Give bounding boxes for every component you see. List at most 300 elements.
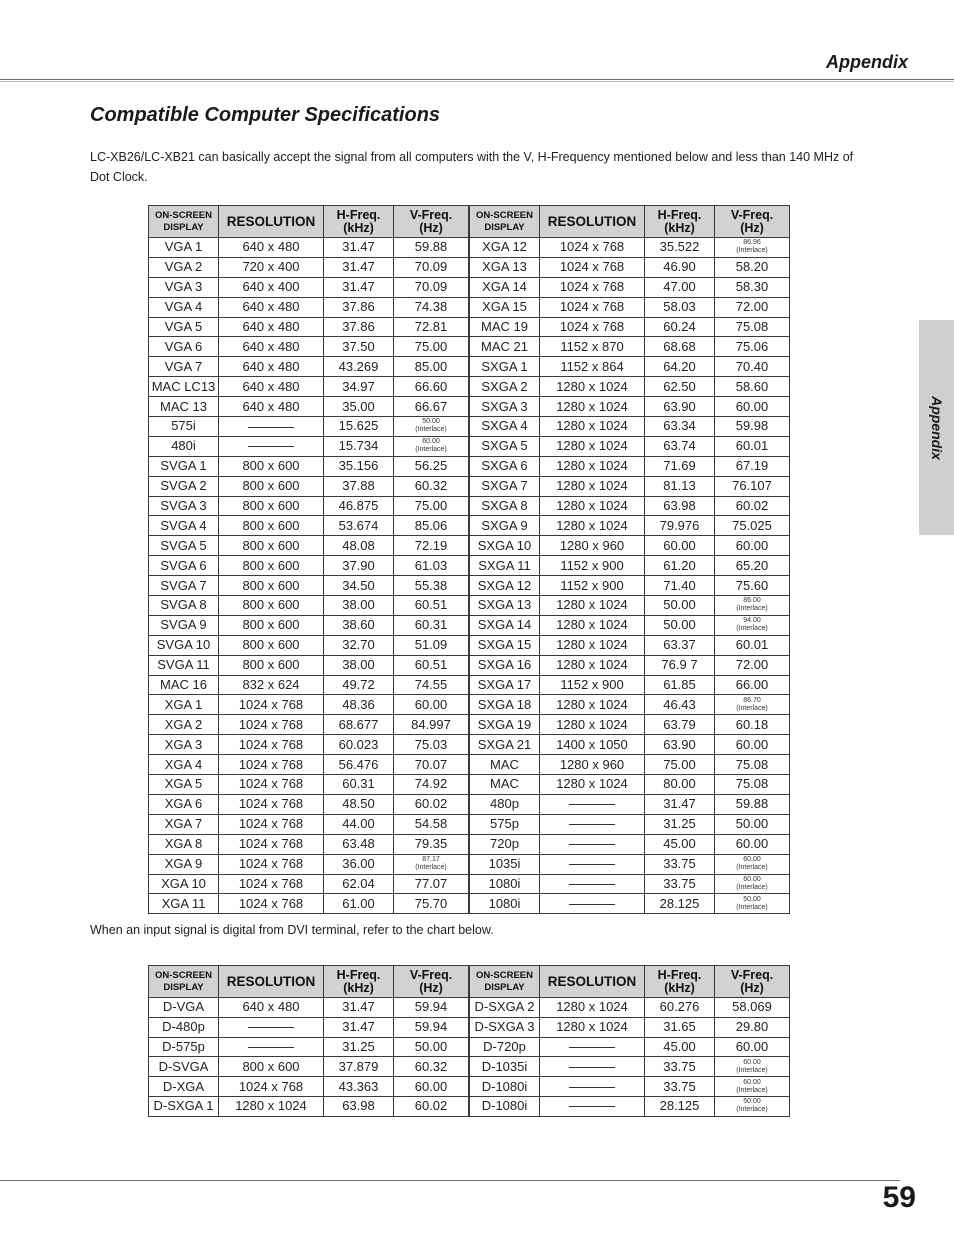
col-display-header-text: ON-SCREEN <box>154 969 212 981</box>
hfreq-cell: 31.47 <box>645 794 715 814</box>
display-cell: SXGA 14 <box>470 615 540 635</box>
display-cell: SXGA 9 <box>470 516 540 536</box>
empty-resolution-dash <box>569 804 615 805</box>
display-cell: D-1035i <box>470 1057 540 1077</box>
display-cell: SVGA 3 <box>149 496 219 516</box>
interlace-label: (Interlace) <box>415 446 447 454</box>
table-row <box>149 257 469 277</box>
table-row <box>149 496 469 516</box>
interlace-label: (Interlace) <box>736 883 768 891</box>
vfreq-cell <box>715 1057 790 1077</box>
display-cell: VGA 6 <box>149 337 219 357</box>
vfreq-cell: 74.55 <box>394 675 469 695</box>
display-cell: SXGA 19 <box>470 715 540 735</box>
vfreq-cell: 60.32 <box>394 1057 469 1077</box>
resolution-cell: 1152 x 900 <box>540 675 645 695</box>
hfreq-cell: 48.36 <box>324 695 394 715</box>
hfreq-cell: 45.00 <box>645 834 715 854</box>
display-cell: 1080i <box>470 874 540 894</box>
resolution-cell: 1280 x 1024 <box>540 775 645 795</box>
resolution-cell <box>219 1017 324 1037</box>
col-hfreq-header-text: (kHz) <box>343 980 374 995</box>
hfreq-cell: 46.875 <box>324 496 394 516</box>
hfreq-cell: 64.20 <box>645 357 715 377</box>
table-row <box>149 596 469 616</box>
vfreq-cell: 51.09 <box>394 635 469 655</box>
table-row <box>149 397 469 417</box>
hfreq-cell: 63.90 <box>645 735 715 755</box>
display-cell: SXGA 12 <box>470 576 540 596</box>
resolution-cell: 1280 x 1024 <box>540 695 645 715</box>
hfreq-cell: 60.24 <box>645 317 715 337</box>
col-resolution-header-text: RESOLUTION <box>547 214 637 229</box>
hfreq-cell: 56.476 <box>324 755 394 775</box>
table-row <box>149 476 469 496</box>
table-row <box>470 297 790 317</box>
table-row <box>470 317 790 337</box>
display-cell: SVGA 10 <box>149 635 219 655</box>
col-resolution-header <box>219 206 324 238</box>
display-cell: SXGA 10 <box>470 536 540 556</box>
table-row <box>149 794 469 814</box>
table-row <box>149 277 469 297</box>
hfreq-cell: 48.50 <box>324 794 394 814</box>
vfreq-cell: 60.51 <box>394 655 469 675</box>
display-cell: VGA 5 <box>149 317 219 337</box>
table-row <box>470 556 790 576</box>
table-row <box>470 397 790 417</box>
table-row <box>470 695 790 715</box>
display-cell: XGA 2 <box>149 715 219 735</box>
display-cell: XGA 7 <box>149 814 219 834</box>
empty-resolution-dash <box>569 824 615 825</box>
resolution-cell: 1280 x 1024 <box>540 456 645 476</box>
resolution-cell: 640 x 480 <box>219 357 324 377</box>
table-row <box>470 854 790 874</box>
hfreq-cell: 34.50 <box>324 576 394 596</box>
display-cell: SXGA 15 <box>470 635 540 655</box>
vfreq-cell: 75.00 <box>394 337 469 357</box>
table-row <box>149 377 469 397</box>
vfreq-cell: 72.81 <box>394 317 469 337</box>
col-vfreq-header-text: (Hz) <box>419 220 443 235</box>
vfreq-interlace-value: 60.00 <box>743 875 761 883</box>
vfreq-interlace-value: 86.70 <box>743 696 761 704</box>
table-row <box>470 436 790 456</box>
hfreq-cell: 60.023 <box>324 735 394 755</box>
col-vfreq-header-text: V-Freq. <box>730 967 774 982</box>
table-row <box>149 337 469 357</box>
empty-resolution-dash <box>569 904 615 905</box>
display-cell: SXGA 21 <box>470 735 540 755</box>
display-cell: MAC 21 <box>470 337 540 357</box>
vfreq-cell: 75.08 <box>715 317 790 337</box>
table-row <box>149 238 469 258</box>
table-row <box>149 615 469 635</box>
hfreq-cell: 28.125 <box>645 1096 715 1116</box>
vfreq-cell: 60.00 <box>715 834 790 854</box>
hfreq-cell: 38.00 <box>324 655 394 675</box>
col-display-header-text: ON-SCREEN <box>154 209 212 221</box>
empty-resolution-dash <box>569 844 615 845</box>
table-row <box>470 755 790 775</box>
display-cell: SVGA 9 <box>149 615 219 635</box>
table-row <box>470 277 790 297</box>
vfreq-cell: 75.60 <box>715 576 790 596</box>
display-cell: SVGA 1 <box>149 456 219 476</box>
col-display-header <box>149 966 219 998</box>
display-cell: D-SVGA <box>149 1057 219 1077</box>
table-row <box>149 635 469 655</box>
display-cell: 720p <box>470 834 540 854</box>
hfreq-cell: 37.50 <box>324 337 394 357</box>
dvi-signals-grid <box>148 965 789 1117</box>
empty-resolution-dash <box>248 446 294 447</box>
vfreq-cell: 75.70 <box>394 894 469 914</box>
table-row <box>470 1077 790 1097</box>
display-cell: MAC LC13 <box>149 377 219 397</box>
interlace-label: (Interlace) <box>736 247 768 255</box>
vfreq-cell: 59.88 <box>715 794 790 814</box>
table-row <box>149 297 469 317</box>
vfreq-cell: 58.60 <box>715 377 790 397</box>
table-row <box>149 1096 469 1116</box>
hfreq-cell: 28.125 <box>645 894 715 914</box>
table-row <box>470 715 790 735</box>
empty-resolution-dash <box>569 1087 615 1088</box>
hfreq-cell: 63.98 <box>324 1096 394 1116</box>
table-row <box>470 257 790 277</box>
hfreq-cell: 32.70 <box>324 635 394 655</box>
vfreq-cell: 75.03 <box>394 735 469 755</box>
vfreq-cell: 65.20 <box>715 556 790 576</box>
empty-resolution-dash <box>569 1047 615 1048</box>
resolution-cell: 1024 x 768 <box>219 794 324 814</box>
vfreq-cell <box>715 615 790 635</box>
vfreq-cell: 79.35 <box>394 834 469 854</box>
display-cell: D-575p <box>149 1037 219 1057</box>
col-display-header-text: DISPLAY <box>484 221 525 233</box>
vfreq-cell: 60.00 <box>715 735 790 755</box>
table-row <box>149 1037 469 1057</box>
hfreq-cell: 63.34 <box>645 417 715 437</box>
resolution-cell <box>219 417 324 437</box>
hfreq-cell: 37.88 <box>324 476 394 496</box>
display-cell: SXGA 5 <box>470 436 540 456</box>
hfreq-cell: 81.13 <box>645 476 715 496</box>
vfreq-interlace-value: 50.00 <box>743 895 761 903</box>
table-row <box>470 238 790 258</box>
hfreq-cell: 68.677 <box>324 715 394 735</box>
table-row <box>470 735 790 755</box>
display-cell: SXGA 1 <box>470 357 540 377</box>
display-cell: D-XGA <box>149 1077 219 1097</box>
vfreq-cell: 58.20 <box>715 257 790 277</box>
table-row <box>149 715 469 735</box>
resolution-cell: 1280 x 1024 <box>540 397 645 417</box>
col-vfreq-header <box>715 206 790 238</box>
col-vfreq-header <box>394 966 469 998</box>
table-row <box>149 814 469 834</box>
col-hfreq-header-text: H-Freq. <box>336 967 381 982</box>
display-cell: XGA 10 <box>149 874 219 894</box>
table-row <box>149 834 469 854</box>
vfreq-cell: 55.38 <box>394 576 469 596</box>
resolution-cell: 1024 x 768 <box>540 297 645 317</box>
vfreq-interlace-value: 60.00 <box>743 1058 761 1066</box>
vfreq-interlace-value: 50.00 <box>422 418 440 426</box>
vfreq-cell: 77.07 <box>394 874 469 894</box>
vfreq-cell: 60.00 <box>715 536 790 556</box>
hfreq-cell: 75.00 <box>645 755 715 775</box>
display-cell: SVGA 2 <box>149 476 219 496</box>
table-row <box>149 576 469 596</box>
interlace-label: (Interlace) <box>736 625 768 633</box>
hfreq-cell: 63.74 <box>645 436 715 456</box>
table-row <box>149 516 469 536</box>
table-row <box>149 1077 469 1097</box>
resolution-cell <box>540 814 645 834</box>
display-cell: SXGA 13 <box>470 596 540 616</box>
display-cell: MAC 16 <box>149 675 219 695</box>
table-row <box>470 1096 790 1116</box>
col-vfreq-header <box>715 966 790 998</box>
display-cell: VGA 1 <box>149 238 219 258</box>
table-row <box>149 755 469 775</box>
vfreq-cell: 70.09 <box>394 257 469 277</box>
table-row <box>470 814 790 834</box>
resolution-cell: 800 x 600 <box>219 536 324 556</box>
resolution-cell: 640 x 480 <box>219 377 324 397</box>
table-row <box>149 874 469 894</box>
resolution-cell: 1280 x 1024 <box>540 417 645 437</box>
display-cell: D-SXGA 3 <box>470 1017 540 1037</box>
col-hfreq-header-text: (kHz) <box>664 980 695 995</box>
display-cell: SXGA 4 <box>470 417 540 437</box>
display-cell: D-480p <box>149 1017 219 1037</box>
hfreq-cell: 53.674 <box>324 516 394 536</box>
vfreq-cell: 72.00 <box>715 297 790 317</box>
vfreq-cell: 54.58 <box>394 814 469 834</box>
vfreq-interlace-value: 94.00 <box>743 617 761 625</box>
vfreq-cell: 60.51 <box>394 596 469 616</box>
col-hfreq-header <box>324 206 394 238</box>
table-row <box>149 357 469 377</box>
vfreq-cell: 76.107 <box>715 476 790 496</box>
hfreq-cell: 35.156 <box>324 456 394 476</box>
table-row <box>149 536 469 556</box>
display-cell: VGA 2 <box>149 257 219 277</box>
vfreq-cell: 56.25 <box>394 456 469 476</box>
resolution-cell <box>540 874 645 894</box>
header-row <box>470 206 790 238</box>
display-cell: MAC <box>470 755 540 775</box>
interlace-label: (Interlace) <box>736 864 768 872</box>
hfreq-cell: 76.9 7 <box>645 655 715 675</box>
display-cell: SXGA 11 <box>470 556 540 576</box>
hfreq-cell: 34.97 <box>324 377 394 397</box>
hfreq-cell: 44.00 <box>324 814 394 834</box>
table-row <box>149 417 469 437</box>
hfreq-cell: 37.90 <box>324 556 394 576</box>
table-row <box>470 1037 790 1057</box>
resolution-cell: 720 x 400 <box>219 257 324 277</box>
vfreq-cell: 66.67 <box>394 397 469 417</box>
col-resolution-header <box>219 966 324 998</box>
display-cell: 575p <box>470 814 540 834</box>
display-cell: MAC <box>470 775 540 795</box>
table-row <box>149 456 469 476</box>
table-row <box>149 998 469 1018</box>
vfreq-cell <box>715 894 790 914</box>
table-row <box>470 337 790 357</box>
resolution-cell: 1280 x 1024 <box>540 655 645 675</box>
resolution-cell: 1280 x 1024 <box>540 496 645 516</box>
resolution-cell: 1024 x 768 <box>540 257 645 277</box>
resolution-cell: 1400 x 1050 <box>540 735 645 755</box>
resolution-cell: 1024 x 768 <box>219 715 324 735</box>
display-cell: XGA 4 <box>149 755 219 775</box>
table-row <box>149 675 469 695</box>
table-row <box>149 317 469 337</box>
hfreq-cell: 31.47 <box>324 277 394 297</box>
header-row <box>149 206 469 238</box>
hfreq-cell: 61.00 <box>324 894 394 914</box>
hfreq-cell: 63.37 <box>645 635 715 655</box>
intro-paragraph: LC-XB26/LC-XB21 can basically accept the signal from all computers with the V, H-Frequency mentioned below and less than 140 MHz of Dot Clock. <box>90 150 854 184</box>
table-row <box>470 635 790 655</box>
resolution-cell: 800 x 600 <box>219 576 324 596</box>
col-resolution-header <box>540 966 645 998</box>
dvi-table-right <box>469 965 790 1117</box>
resolution-cell: 1024 x 768 <box>219 775 324 795</box>
resolution-cell: 640 x 480 <box>219 317 324 337</box>
col-vfreq-header <box>394 206 469 238</box>
resolution-cell: 1024 x 768 <box>219 894 324 914</box>
vfreq-cell: 60.02 <box>715 496 790 516</box>
display-cell: MAC 13 <box>149 397 219 417</box>
table-row <box>470 655 790 675</box>
display-cell: 575i <box>149 417 219 437</box>
display-cell: VGA 7 <box>149 357 219 377</box>
col-display-header-text: ON-SCREEN <box>475 209 533 221</box>
compatible-signals-grid <box>148 205 789 914</box>
vfreq-cell: 60.32 <box>394 476 469 496</box>
resolution-cell: 1024 x 768 <box>219 814 324 834</box>
resolution-cell: 1024 x 768 <box>540 317 645 337</box>
hfreq-cell: 63.90 <box>645 397 715 417</box>
col-display-header-text: ON-SCREEN <box>475 969 533 981</box>
table-row <box>149 695 469 715</box>
display-cell: XGA 13 <box>470 257 540 277</box>
display-cell: SVGA 5 <box>149 536 219 556</box>
resolution-cell: 640 x 480 <box>219 337 324 357</box>
vfreq-cell: 72.19 <box>394 536 469 556</box>
col-display-header-text: DISPLAY <box>484 981 525 993</box>
table-row <box>149 436 469 456</box>
hfreq-cell: 33.75 <box>645 874 715 894</box>
hfreq-cell: 79.976 <box>645 516 715 536</box>
dvi-table-left <box>148 965 469 1117</box>
display-cell: SVGA 7 <box>149 576 219 596</box>
spec-table-left <box>148 205 469 914</box>
col-hfreq-header-text: H-Freq. <box>657 967 702 982</box>
side-tab-label: Appendix <box>928 395 945 460</box>
display-cell: SXGA 6 <box>470 456 540 476</box>
col-resolution-header-text: RESOLUTION <box>226 974 316 989</box>
table-row <box>470 794 790 814</box>
hfreq-cell: 31.47 <box>324 998 394 1018</box>
vfreq-cell: 60.01 <box>715 635 790 655</box>
vfreq-cell: 60.00 <box>715 1037 790 1057</box>
resolution-cell <box>540 894 645 914</box>
table-row <box>470 615 790 635</box>
vfreq-cell: 66.60 <box>394 377 469 397</box>
display-cell: SXGA 17 <box>470 675 540 695</box>
display-cell: D-VGA <box>149 998 219 1018</box>
resolution-cell: 1024 x 768 <box>219 874 324 894</box>
resolution-cell: 1152 x 870 <box>540 337 645 357</box>
display-cell: XGA 5 <box>149 775 219 795</box>
col-display-header <box>149 206 219 238</box>
resolution-cell: 1280 x 1024 <box>219 1096 324 1116</box>
vfreq-cell <box>394 854 469 874</box>
hfreq-cell: 31.25 <box>645 814 715 834</box>
resolution-cell <box>540 1077 645 1097</box>
vfreq-cell: 29.80 <box>715 1017 790 1037</box>
vfreq-interlace-value: 87.17 <box>422 856 440 864</box>
vfreq-cell: 50.00 <box>715 814 790 834</box>
vfreq-interlace-value: 60.00 <box>743 856 761 864</box>
spec-table-right <box>469 205 790 914</box>
vfreq-cell: 70.07 <box>394 755 469 775</box>
display-cell: VGA 3 <box>149 277 219 297</box>
table-row <box>470 516 790 536</box>
hfreq-cell: 43.269 <box>324 357 394 377</box>
vfreq-cell: 67.19 <box>715 456 790 476</box>
hfreq-cell: 33.75 <box>645 1077 715 1097</box>
display-cell: SXGA 18 <box>470 695 540 715</box>
table-row <box>149 556 469 576</box>
table-row <box>149 1057 469 1077</box>
interlace-label: (Interlace) <box>736 1106 768 1114</box>
vfreq-cell: 60.00 <box>394 1077 469 1097</box>
vfreq-cell: 74.92 <box>394 775 469 795</box>
resolution-cell: 1024 x 768 <box>219 755 324 775</box>
hfreq-cell: 46.43 <box>645 695 715 715</box>
hfreq-cell: 31.47 <box>324 257 394 277</box>
vfreq-cell: 84.997 <box>394 715 469 735</box>
resolution-cell: 1280 x 1024 <box>540 596 645 616</box>
interlace-label: (Interlace) <box>736 704 768 712</box>
display-cell: XGA 8 <box>149 834 219 854</box>
header-row <box>470 966 790 998</box>
resolution-cell: 1024 x 768 <box>540 277 645 297</box>
vfreq-cell: 60.31 <box>394 615 469 635</box>
display-cell: D-1080i <box>470 1077 540 1097</box>
display-cell: D-720p <box>470 1037 540 1057</box>
hfreq-cell: 61.20 <box>645 556 715 576</box>
resolution-cell: 800 x 600 <box>219 615 324 635</box>
vfreq-cell: 60.00 <box>394 695 469 715</box>
col-vfreq-header-text: V-Freq. <box>730 207 774 222</box>
resolution-cell: 640 x 480 <box>219 297 324 317</box>
hfreq-cell: 31.47 <box>324 1017 394 1037</box>
display-cell: D-SXGA 2 <box>470 998 540 1018</box>
empty-resolution-dash <box>248 1027 294 1028</box>
resolution-cell: 800 x 600 <box>219 516 324 536</box>
hfreq-cell: 38.00 <box>324 596 394 616</box>
